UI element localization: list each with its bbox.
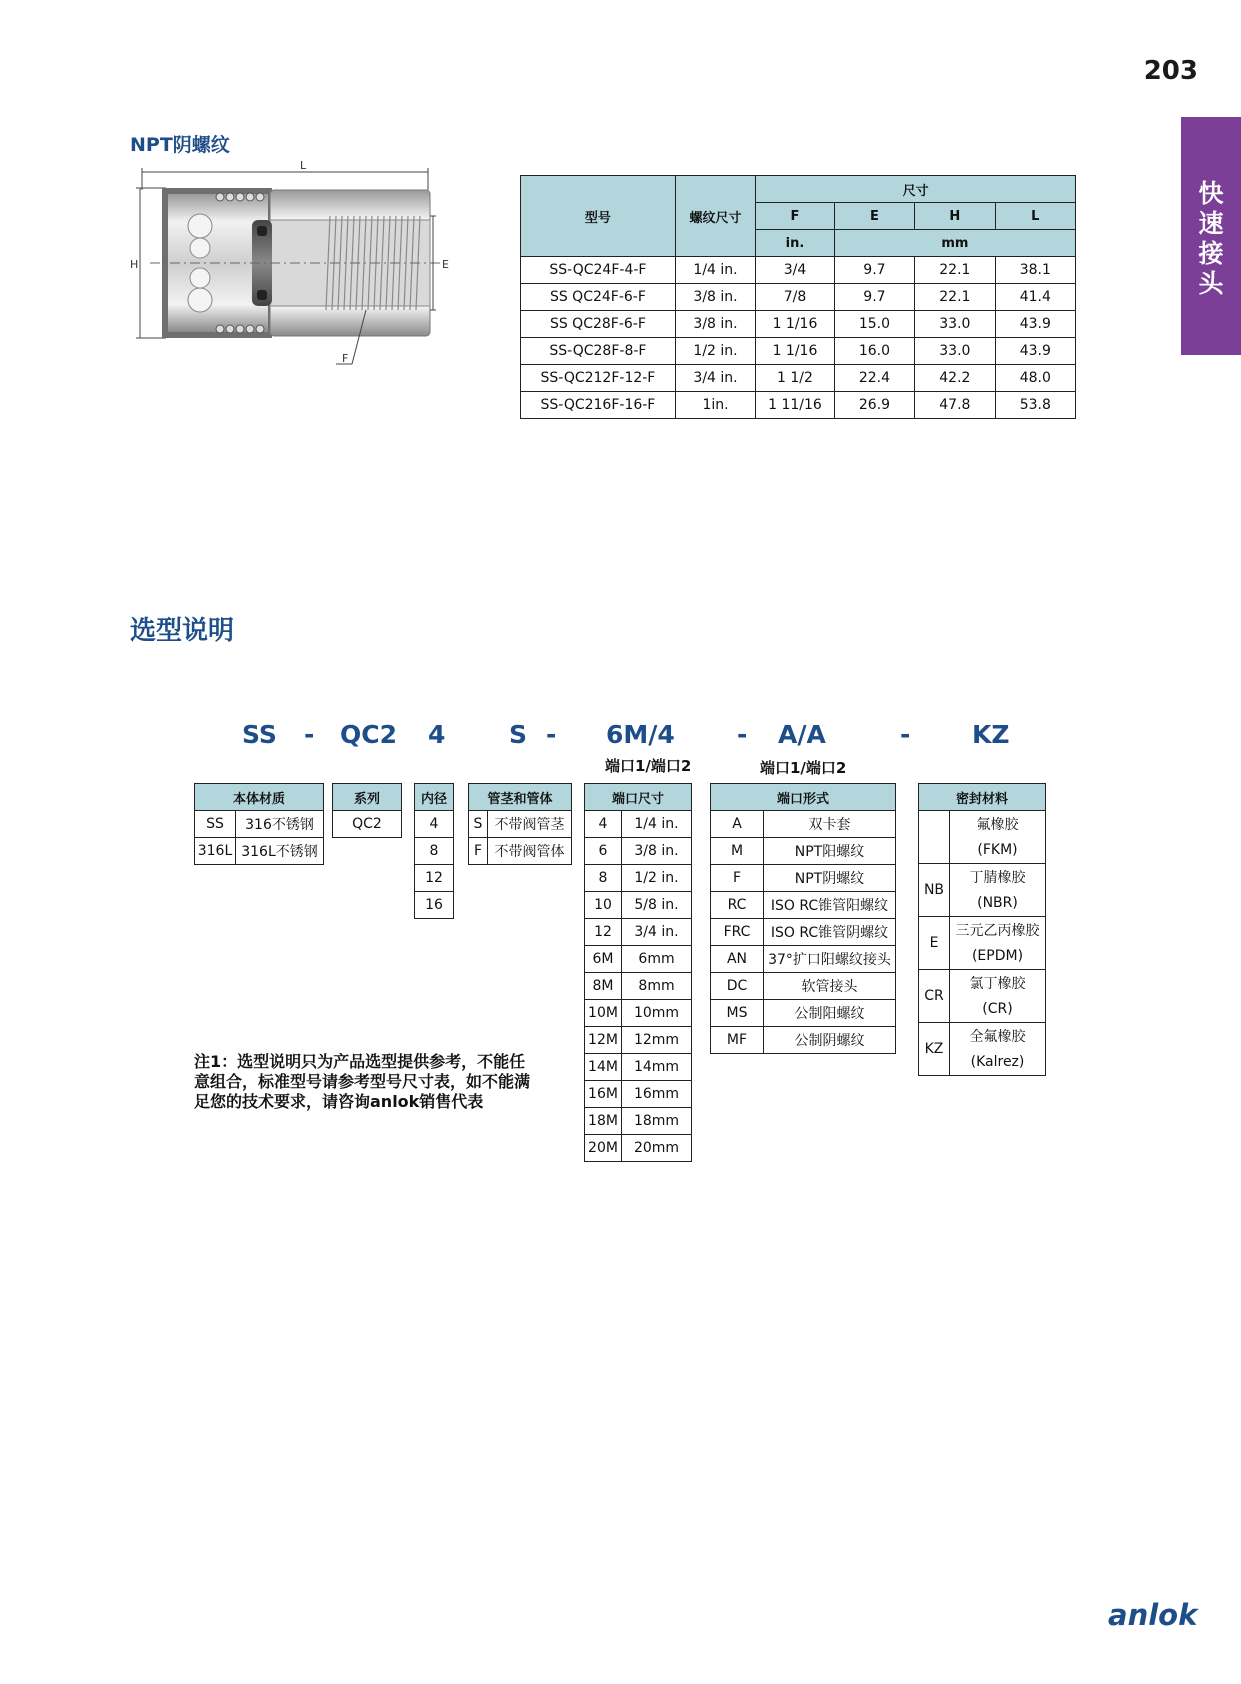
code-series: QC2 — [340, 720, 397, 749]
table-row — [333, 811, 402, 838]
table-row — [711, 865, 896, 892]
cell-f: 1 11/16 — [756, 392, 835, 419]
cell-desc: 公制阴螺纹 — [764, 1027, 896, 1054]
table-row — [919, 1023, 1046, 1050]
cell-desc: (NBR) — [950, 890, 1046, 917]
cell-desc: (FKM) — [950, 837, 1046, 864]
cell-code: 4 — [585, 811, 622, 838]
side-tab-char: 快 — [1198, 179, 1224, 208]
cell-desc: 316不锈钢 — [236, 811, 324, 838]
header-unit-in: in. — [756, 230, 835, 257]
port-type-table — [710, 783, 896, 1054]
header-size: 尺寸 — [756, 176, 1076, 203]
cell-e: 22.4 — [834, 365, 914, 392]
code-sub-port-size: 端口1/端口2 — [605, 757, 692, 775]
table-row — [469, 838, 572, 865]
series-table — [332, 783, 402, 838]
side-tab — [1181, 117, 1241, 355]
dim-label-h: H — [130, 258, 139, 271]
cell-desc: 10mm — [622, 1000, 692, 1027]
table-row — [585, 1027, 692, 1054]
cell-code: DC — [711, 973, 764, 1000]
cell-code: 6 — [585, 838, 622, 865]
material-header: 本体材质 — [195, 784, 324, 811]
cell-desc: 不带阀管体 — [488, 838, 572, 865]
cell-code: F — [469, 838, 488, 865]
cell-code: MF — [711, 1027, 764, 1054]
table-row — [521, 257, 1076, 284]
cell-code: 316L — [195, 838, 236, 865]
code-dash: - — [737, 720, 748, 749]
cell-desc: (CR) — [950, 996, 1046, 1023]
code-dash: - — [304, 720, 315, 749]
table-row — [521, 311, 1076, 338]
cell-desc: 12 — [415, 865, 454, 892]
table-row — [711, 973, 896, 1000]
table-row — [521, 338, 1076, 365]
cell-code: MS — [711, 1000, 764, 1027]
table-row — [415, 838, 454, 865]
table-row — [585, 1081, 692, 1108]
table-row — [585, 838, 692, 865]
code-seal: KZ — [972, 720, 1010, 749]
cell-l: 53.8 — [995, 392, 1075, 419]
cell-code: 10 — [585, 892, 622, 919]
port-type-header: 端口形式 — [711, 784, 896, 811]
cell-desc: 6mm — [622, 946, 692, 973]
code-stem: S — [509, 720, 528, 749]
dimension-table — [520, 175, 1076, 419]
header-model: 型号 — [521, 176, 676, 257]
cell-f: 1 1/2 — [756, 365, 835, 392]
table-row — [585, 892, 692, 919]
table-row — [195, 838, 324, 865]
table-row — [585, 1000, 692, 1027]
side-tab-char: 速 — [1198, 209, 1224, 238]
seal-header: 密封材料 — [919, 784, 1046, 811]
cell-f: 7/8 — [756, 284, 835, 311]
brand-logo: anlok — [1108, 1598, 1198, 1632]
cell-model: SS-QC216F-16-F — [521, 392, 676, 419]
material-table — [194, 783, 324, 865]
cell-f: 3/4 — [756, 257, 835, 284]
series-header: 系列 — [333, 784, 402, 811]
dim-label-f: F — [342, 352, 349, 365]
cell-e: 9.7 — [834, 257, 914, 284]
cell-desc: 3/4 in. — [622, 919, 692, 946]
cell-code: M — [711, 838, 764, 865]
table-row — [585, 1135, 692, 1162]
cell-desc: 18mm — [622, 1108, 692, 1135]
cell-code: F — [711, 865, 764, 892]
cell-code: 20M — [585, 1135, 622, 1162]
cell-code: RC — [711, 892, 764, 919]
cell-model: SS QC24F-6-F — [521, 284, 676, 311]
cell-code — [919, 811, 950, 864]
dim-label-e: E — [442, 258, 449, 271]
cell-code: S — [469, 811, 488, 838]
cell-l: 48.0 — [995, 365, 1075, 392]
cell-desc: 8 — [415, 838, 454, 865]
table-row — [711, 1027, 896, 1054]
table-row — [711, 1000, 896, 1027]
cell-l: 43.9 — [995, 338, 1075, 365]
cell-code: 12M — [585, 1027, 622, 1054]
cell-desc: 全氟橡胶 — [950, 1023, 1046, 1050]
cell-code: 12 — [585, 919, 622, 946]
cell-desc: 20mm — [622, 1135, 692, 1162]
cell-model: SS-QC28F-8-F — [521, 338, 676, 365]
seal-table — [918, 783, 1046, 1076]
cell-f: 1 1/16 — [756, 338, 835, 365]
cell-code: 16M — [585, 1081, 622, 1108]
stem-table — [468, 783, 572, 865]
table-row — [585, 919, 692, 946]
cell-desc: 双卡套 — [764, 811, 896, 838]
cell-code: CR — [919, 970, 950, 1023]
cell-code: SS — [195, 811, 236, 838]
port-size-header: 端口尺寸 — [585, 784, 692, 811]
cell-desc: 12mm — [622, 1027, 692, 1054]
cell-l: 41.4 — [995, 284, 1075, 311]
table-row — [711, 838, 896, 865]
cell-desc: (EPDM) — [950, 943, 1046, 970]
cell-h: 22.1 — [915, 284, 995, 311]
cell-desc: ISO RC锥管阳螺纹 — [764, 892, 896, 919]
header-h: H — [915, 203, 995, 230]
table-row — [585, 946, 692, 973]
cell-desc: 16mm — [622, 1081, 692, 1108]
header-l: L — [995, 203, 1075, 230]
page-number: 203 — [1143, 56, 1198, 86]
code-material: SS — [242, 720, 277, 749]
cell-code: AN — [711, 946, 764, 973]
table-row — [469, 811, 572, 838]
code-sub-port-type: 端口1/端口2 — [760, 759, 847, 777]
cell-h: 42.2 — [915, 365, 995, 392]
cell-code: 14M — [585, 1054, 622, 1081]
cell-thread: 3/8 in. — [675, 284, 755, 311]
code-dash: - — [900, 720, 911, 749]
table-row — [521, 392, 1076, 419]
bore-header: 内径 — [415, 784, 454, 811]
cell-h: 33.0 — [915, 338, 995, 365]
cell-code: 18M — [585, 1108, 622, 1135]
table-row — [415, 811, 454, 838]
cell-code: KZ — [919, 1023, 950, 1076]
table-row — [521, 365, 1076, 392]
cell-desc: (Kalrez) — [950, 1049, 1046, 1076]
cell-desc: 4 — [415, 811, 454, 838]
code-port-size: 6M/4 — [606, 720, 675, 749]
dim-label-l: L — [300, 159, 307, 172]
cell-thread: 3/8 in. — [675, 311, 755, 338]
cell-l: 38.1 — [995, 257, 1075, 284]
cell-l: 43.9 — [995, 311, 1075, 338]
cell-code: 8M — [585, 973, 622, 1000]
table-row — [711, 811, 896, 838]
cell-desc: 1/2 in. — [622, 865, 692, 892]
cell-code: E — [919, 917, 950, 970]
table-row — [585, 973, 692, 1000]
cell-thread: 1/2 in. — [675, 338, 755, 365]
selection-note: 注1：选型说明只为产品选型提供参考，不能任意组合，标准型号请参考型号尺寸表，如不能满足您的技术要求，请咨询anlok销售代表 — [194, 1052, 531, 1111]
cell-code: A — [711, 811, 764, 838]
section-title-selection: 选型说明 — [130, 616, 235, 646]
cell-desc: 软管接头 — [764, 973, 896, 1000]
table-row — [585, 1054, 692, 1081]
table-row — [711, 919, 896, 946]
section-title-npt: NPT阴螺纹 — [130, 134, 230, 156]
table-row — [919, 864, 1046, 891]
table-row — [919, 811, 1046, 838]
cell-model: SS-QC212F-12-F — [521, 365, 676, 392]
code-bore: 4 — [428, 720, 446, 749]
cell-desc: QC2 — [333, 811, 402, 838]
header-thread: 螺纹尺寸 — [675, 176, 755, 257]
fitting-drawing — [120, 150, 460, 380]
cell-code: FRC — [711, 919, 764, 946]
cell-h: 22.1 — [915, 257, 995, 284]
side-tab-char: 头 — [1198, 269, 1224, 298]
header-unit-mm: mm — [834, 230, 1075, 257]
cell-e: 26.9 — [834, 392, 914, 419]
cell-model: SS-QC24F-4-F — [521, 257, 676, 284]
cell-desc: 14mm — [622, 1054, 692, 1081]
cell-e: 15.0 — [834, 311, 914, 338]
table-row — [711, 892, 896, 919]
cell-desc: 16 — [415, 892, 454, 919]
cell-thread: 1in. — [675, 392, 755, 419]
table-row — [585, 1108, 692, 1135]
cell-e: 16.0 — [834, 338, 914, 365]
cell-e: 9.7 — [834, 284, 914, 311]
table-row — [195, 811, 324, 838]
code-port-type: A/A — [778, 720, 826, 749]
cell-desc: NPT阴螺纹 — [764, 865, 896, 892]
cell-code: 6M — [585, 946, 622, 973]
cell-desc: 8mm — [622, 973, 692, 1000]
table-row — [919, 917, 1046, 944]
cell-desc: 5/8 in. — [622, 892, 692, 919]
cell-f: 1 1/16 — [756, 311, 835, 338]
cell-desc: 316L不锈钢 — [236, 838, 324, 865]
cell-model: SS QC28F-6-F — [521, 311, 676, 338]
header-f: F — [756, 203, 835, 230]
cell-desc: 三元乙丙橡胶 — [950, 917, 1046, 944]
cell-desc: NPT阳螺纹 — [764, 838, 896, 865]
cell-desc: 3/8 in. — [622, 838, 692, 865]
table-row — [521, 284, 1076, 311]
table-row — [919, 970, 1046, 997]
table-row — [415, 892, 454, 919]
port-size-table — [584, 783, 692, 1162]
bore-table — [414, 783, 454, 919]
cell-desc: 公制阳螺纹 — [764, 1000, 896, 1027]
cell-desc: ISO RC锥管阴螺纹 — [764, 919, 896, 946]
side-tab-char: 接 — [1198, 239, 1224, 268]
table-row — [585, 865, 692, 892]
cell-code: 10M — [585, 1000, 622, 1027]
stem-header: 管茎和管体 — [469, 784, 572, 811]
cell-desc: 37°扩口阳螺纹接头 — [764, 946, 896, 973]
header-e: E — [834, 203, 914, 230]
cell-desc: 不带阀管茎 — [488, 811, 572, 838]
cell-thread: 1/4 in. — [675, 257, 755, 284]
cell-code: NB — [919, 864, 950, 917]
table-row — [711, 946, 896, 973]
cell-h: 33.0 — [915, 311, 995, 338]
table-row — [585, 811, 692, 838]
cell-desc: 氯丁橡胶 — [950, 970, 1046, 997]
cell-desc: 氟橡胶 — [950, 811, 1046, 838]
cell-code: 8 — [585, 865, 622, 892]
cell-desc: 1/4 in. — [622, 811, 692, 838]
code-dash: - — [546, 720, 557, 749]
cell-desc: 丁腈橡胶 — [950, 864, 1046, 891]
cell-thread: 3/4 in. — [675, 365, 755, 392]
table-row — [415, 865, 454, 892]
cell-h: 47.8 — [915, 392, 995, 419]
